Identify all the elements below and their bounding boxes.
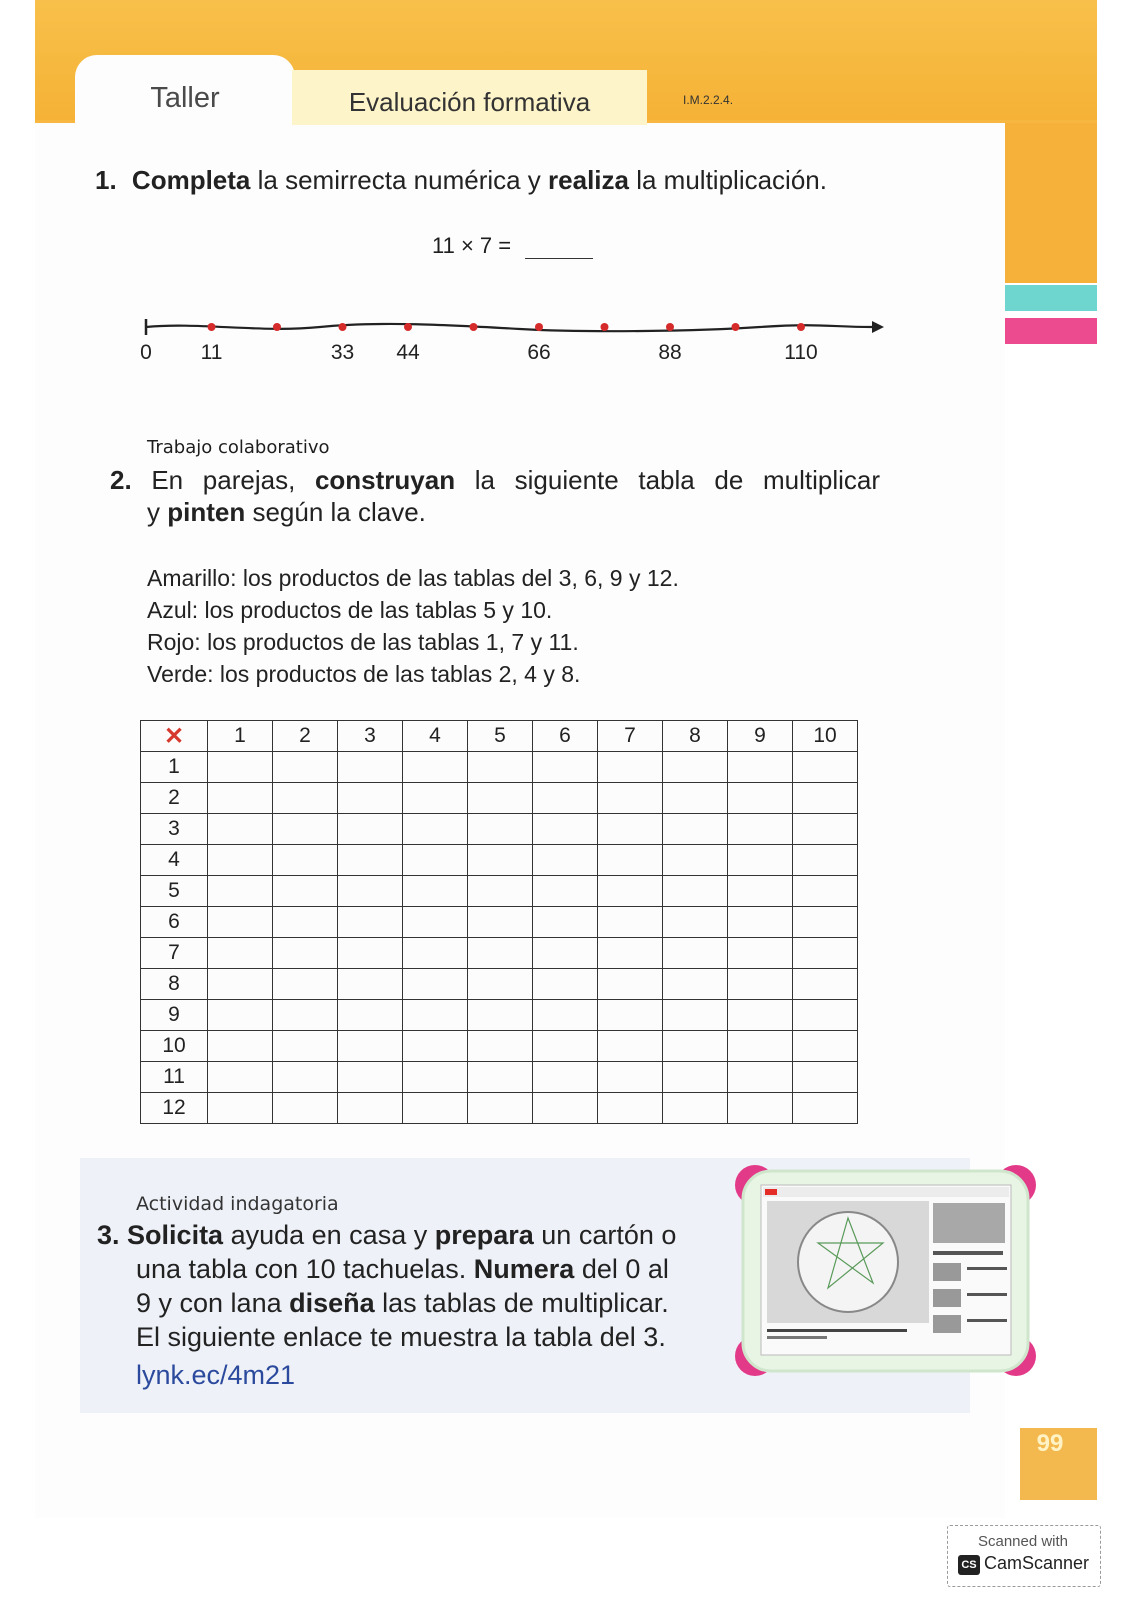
column-header: 5 — [468, 721, 533, 752]
product-cell[interactable] — [728, 1093, 793, 1124]
q1-text2: la multiplicación. — [629, 165, 827, 195]
row-header: 7 — [141, 938, 208, 969]
product-cell[interactable] — [728, 1062, 793, 1093]
key-label: Amarillo: — [147, 565, 237, 591]
key-rojo — [147, 629, 579, 656]
row-header: 11 — [141, 1062, 208, 1093]
q2-verb-construyan: construyan — [314, 465, 456, 495]
video-logo-icon — [765, 1189, 777, 1195]
column-header: 1 — [208, 721, 273, 752]
key-text: los productos de las tablas 2, 4 y 8. — [213, 661, 581, 687]
product-cell[interactable] — [793, 1093, 858, 1124]
video-subtitle-caption — [767, 1336, 827, 1339]
q1-verb-completa: Completa — [131, 165, 251, 195]
tack-board-icon — [798, 1212, 898, 1312]
table-row — [141, 969, 858, 1000]
product-cell[interactable] — [208, 845, 273, 876]
q3-line2a: una tabla con 10 tachuelas. — [136, 1254, 474, 1284]
product-cell[interactable] — [403, 907, 468, 938]
product-cell[interactable] — [663, 876, 728, 907]
product-cell[interactable] — [793, 1031, 858, 1062]
product-cell[interactable] — [208, 1062, 273, 1093]
number-line-dot — [208, 323, 216, 331]
q2-number: 2. — [110, 465, 132, 495]
q3-line3b: las tablas de multiplicar. — [374, 1288, 669, 1318]
row-header: 6 — [141, 907, 208, 938]
product-cell[interactable] — [533, 907, 598, 938]
row-header: 10 — [141, 1031, 208, 1062]
product-cell[interactable] — [338, 969, 403, 1000]
number-line-dot — [339, 323, 347, 331]
product-cell[interactable] — [793, 752, 858, 783]
number-line-dot — [601, 323, 609, 331]
number-line-label: 11 — [200, 341, 223, 364]
product-cell[interactable] — [403, 1062, 468, 1093]
product-cell[interactable] — [273, 1000, 338, 1031]
product-cell[interactable] — [728, 1000, 793, 1031]
number-line-dot — [470, 323, 478, 331]
product-cell[interactable] — [208, 783, 273, 814]
table-row — [141, 1000, 858, 1031]
product-cell[interactable] — [273, 845, 338, 876]
key-label: Azul: — [147, 597, 199, 623]
video-thumbnail-caption — [967, 1319, 1007, 1322]
table-row — [141, 1093, 858, 1124]
number-line-dot — [404, 323, 412, 331]
row-header: 4 — [141, 845, 208, 876]
product-cell[interactable] — [533, 814, 598, 845]
video-thumbnail-caption — [933, 1251, 1003, 1255]
number-line-arrow — [872, 321, 884, 333]
product-cell[interactable] — [663, 783, 728, 814]
product-cell[interactable] — [403, 1093, 468, 1124]
question-2-line1 — [110, 465, 880, 496]
product-cell[interactable] — [403, 783, 468, 814]
product-cell[interactable] — [663, 1031, 728, 1062]
product-cell[interactable] — [403, 938, 468, 969]
row-header: 8 — [141, 969, 208, 1000]
product-cell[interactable] — [273, 938, 338, 969]
product-cell[interactable] — [598, 969, 663, 1000]
number-line — [0, 0, 1130, 400]
video-thumbnail-caption — [967, 1267, 1007, 1270]
product-cell[interactable] — [273, 752, 338, 783]
product-cell[interactable] — [338, 845, 403, 876]
product-cell[interactable] — [273, 876, 338, 907]
q3-line3a: 9 y con lana — [136, 1288, 290, 1318]
product-cell[interactable] — [598, 907, 663, 938]
video-toolbar — [763, 1187, 1009, 1197]
product-cell[interactable] — [468, 1031, 533, 1062]
table-header-row — [141, 721, 858, 752]
product-cell[interactable] — [663, 1000, 728, 1031]
product-cell[interactable] — [208, 1000, 273, 1031]
video-title-caption — [767, 1329, 907, 1332]
product-cell[interactable] — [728, 938, 793, 969]
product-cell[interactable] — [208, 1093, 273, 1124]
product-cell[interactable] — [338, 1031, 403, 1062]
number-line-label: 33 — [330, 341, 355, 364]
product-cell[interactable] — [533, 1000, 598, 1031]
q3-number: 3. — [97, 1220, 120, 1250]
product-cell[interactable] — [663, 907, 728, 938]
product-cell[interactable] — [468, 783, 533, 814]
row-header: 3 — [141, 814, 208, 845]
product-cell[interactable] — [468, 752, 533, 783]
product-cell[interactable] — [533, 845, 598, 876]
question-2-line2 — [147, 497, 426, 528]
product-cell[interactable] — [793, 814, 858, 845]
product-cell[interactable] — [728, 1031, 793, 1062]
video-thumbnail — [933, 1289, 961, 1307]
q2-text1: En parejas, — [151, 465, 315, 495]
table-row — [141, 938, 858, 969]
product-cell[interactable] — [533, 938, 598, 969]
table-row — [141, 783, 858, 814]
product-cell[interactable] — [468, 969, 533, 1000]
video-thumbnail-caption — [967, 1293, 1007, 1296]
camscanner-logo-icon: CS — [958, 1555, 980, 1575]
row-header: 1 — [141, 752, 208, 783]
product-cell[interactable] — [598, 1000, 663, 1031]
product-cell[interactable] — [793, 783, 858, 814]
q3-text1: ayuda en casa y — [223, 1220, 435, 1250]
product-cell[interactable] — [273, 1031, 338, 1062]
product-cell[interactable] — [598, 1031, 663, 1062]
product-cell[interactable] — [273, 1093, 338, 1124]
key-text: los productos de las tablas del 3, 6, 9 y 12. — [236, 565, 679, 591]
q3-line4: El siguiente enlace te muestra la tabla del 3. — [136, 1322, 666, 1352]
product-cell[interactable] — [533, 1062, 598, 1093]
column-header: 10 — [793, 721, 858, 752]
product-cell[interactable] — [663, 938, 728, 969]
product-cell[interactable] — [468, 876, 533, 907]
product-cell[interactable] — [403, 969, 468, 1000]
product-cell[interactable] — [598, 876, 663, 907]
product-cell[interactable] — [598, 845, 663, 876]
product-cell[interactable] — [598, 1062, 663, 1093]
number-line-label: 0 — [140, 341, 152, 364]
multiplication-table — [140, 720, 858, 1124]
product-cell[interactable] — [728, 845, 793, 876]
product-cell[interactable] — [663, 845, 728, 876]
product-cell[interactable] — [468, 1000, 533, 1031]
product-cell[interactable] — [533, 969, 598, 1000]
row-header: 2 — [141, 783, 208, 814]
q2-verb-pinten: pinten — [167, 497, 246, 527]
column-header: 2 — [273, 721, 338, 752]
q2-text3: y — [147, 497, 168, 527]
q3-line2 — [136, 1254, 669, 1285]
column-header: 6 — [533, 721, 598, 752]
skill-code: I.M.2.2.4. — [683, 93, 734, 107]
q1-text1: la semirrecta numérica y — [250, 165, 549, 195]
product-cell[interactable] — [793, 969, 858, 1000]
product-cell[interactable] — [403, 814, 468, 845]
product-cell[interactable] — [728, 876, 793, 907]
product-cell[interactable] — [468, 845, 533, 876]
product-cell[interactable] — [533, 783, 598, 814]
table-row — [141, 752, 858, 783]
product-cell[interactable] — [533, 1031, 598, 1062]
table-row — [141, 907, 858, 938]
evaluacion-label: Evaluación formativa — [348, 87, 591, 117]
product-cell[interactable] — [663, 814, 728, 845]
product-cell[interactable] — [273, 907, 338, 938]
product-cell[interactable] — [663, 969, 728, 1000]
taller-label: Taller — [150, 82, 220, 114]
product-cell[interactable] — [208, 907, 273, 938]
q3-verb-disena: diseña — [289, 1288, 375, 1318]
product-cell[interactable] — [728, 814, 793, 845]
product-cell[interactable] — [273, 1062, 338, 1093]
product-cell[interactable] — [533, 752, 598, 783]
video-thumbnail — [933, 1263, 961, 1281]
q3-text2: un cartón o — [533, 1220, 677, 1250]
number-line-label: 66 — [527, 341, 551, 364]
product-cell[interactable] — [793, 1062, 858, 1093]
product-cell[interactable] — [338, 814, 403, 845]
product-cell[interactable] — [598, 938, 663, 969]
product-cell[interactable] — [793, 845, 858, 876]
product-cell[interactable] — [338, 1093, 403, 1124]
product-cell[interactable] — [793, 938, 858, 969]
key-verde — [147, 661, 580, 688]
product-cell[interactable] — [208, 1031, 273, 1062]
key-text: los productos de las tablas 5 y 10. — [198, 597, 553, 623]
product-cell[interactable] — [728, 907, 793, 938]
table-row — [141, 1031, 858, 1062]
product-cell[interactable] — [468, 938, 533, 969]
column-header: 9 — [728, 721, 793, 752]
product-cell[interactable] — [533, 876, 598, 907]
product-cell[interactable] — [468, 1093, 533, 1124]
product-cell[interactable] — [663, 752, 728, 783]
product-cell[interactable] — [728, 752, 793, 783]
q1-verb-realiza: realiza — [548, 165, 629, 195]
row-header: 5 — [141, 876, 208, 907]
number-line-label: 44 — [396, 341, 420, 364]
number-line-label: 88 — [658, 341, 682, 364]
product-cell[interactable] — [403, 752, 468, 783]
product-cell[interactable] — [793, 907, 858, 938]
number-line-dot — [797, 323, 805, 331]
q3-line1 — [97, 1220, 676, 1251]
q3-line2b: del 0 al — [574, 1254, 669, 1284]
q2-text2: la siguiente tabla de multiplicar — [455, 465, 880, 495]
actividad-indagatoria-label: Actividad indagatoria — [136, 1193, 339, 1215]
product-cell[interactable] — [273, 969, 338, 1000]
q3-verb-prepara: prepara — [434, 1220, 534, 1250]
product-cell[interactable] — [663, 1062, 728, 1093]
column-header: 7 — [598, 721, 663, 752]
product-cell[interactable] — [338, 938, 403, 969]
product-cell[interactable] — [403, 876, 468, 907]
table-row — [141, 876, 858, 907]
video-link[interactable]: lynk.ec/4m21 — [136, 1360, 296, 1390]
product-cell[interactable] — [338, 1062, 403, 1093]
row-header: 9 — [141, 1000, 208, 1031]
table-row — [141, 1062, 858, 1093]
trabajo-colaborativo-label: Trabajo colaborativo — [147, 437, 330, 458]
camscanner-line2: CamScanner — [984, 1553, 1090, 1573]
column-header: 4 — [403, 721, 468, 752]
number-line-dot — [273, 323, 281, 331]
product-cell[interactable] — [338, 783, 403, 814]
key-label: Rojo: — [147, 629, 201, 655]
number-line-axis — [146, 324, 872, 331]
product-cell[interactable] — [208, 752, 273, 783]
key-amarillo — [147, 565, 679, 592]
product-cell[interactable] — [468, 814, 533, 845]
product-cell[interactable] — [793, 876, 858, 907]
video-thumbnail — [933, 1203, 1005, 1243]
product-cell[interactable] — [598, 752, 663, 783]
video-thumbnail — [933, 1315, 961, 1333]
number-line-dot — [732, 323, 740, 331]
product-cell[interactable] — [598, 783, 663, 814]
product-cell[interactable] — [403, 1031, 468, 1062]
product-cell[interactable] — [338, 752, 403, 783]
product-cell[interactable] — [338, 907, 403, 938]
key-azul — [147, 597, 552, 624]
product-cell[interactable] — [663, 1093, 728, 1124]
product-cell[interactable] — [598, 1093, 663, 1124]
q2-text4: según la clave. — [245, 497, 426, 527]
product-cell[interactable] — [728, 783, 793, 814]
q3-verb-solicita: Solicita — [127, 1220, 224, 1250]
multiplication-equation: 11 × 7 = — [432, 233, 512, 258]
key-text: los productos de las tablas 1, 7 y 11. — [200, 629, 579, 655]
product-cell[interactable] — [468, 1062, 533, 1093]
row-header: 12 — [141, 1093, 208, 1124]
product-cell[interactable] — [338, 876, 403, 907]
number-line-label: 110 — [784, 341, 818, 364]
table-row — [141, 814, 858, 845]
column-header: 3 — [338, 721, 403, 752]
product-cell[interactable] — [533, 1093, 598, 1124]
product-cell[interactable] — [208, 938, 273, 969]
column-header: 8 — [663, 721, 728, 752]
product-cell[interactable] — [728, 969, 793, 1000]
q3-verb-numera: Numera — [473, 1254, 575, 1284]
product-cell[interactable] — [403, 845, 468, 876]
page-number: 99 — [1036, 1430, 1064, 1457]
product-cell[interactable] — [793, 1000, 858, 1031]
product-cell[interactable] — [208, 969, 273, 1000]
q1-number: 1. — [95, 165, 117, 195]
key-label: Verde: — [147, 661, 214, 687]
product-cell[interactable] — [403, 1000, 468, 1031]
product-cell[interactable] — [468, 907, 533, 938]
product-cell[interactable] — [273, 783, 338, 814]
product-cell[interactable] — [273, 814, 338, 845]
number-line-dot — [666, 323, 674, 331]
product-cell[interactable] — [208, 876, 273, 907]
camscanner-line1: Scanned with — [977, 1533, 1069, 1550]
product-cell[interactable] — [208, 814, 273, 845]
q3-line3 — [136, 1288, 669, 1319]
tablet-video-illustration — [733, 1163, 1038, 1378]
product-cell[interactable] — [338, 1000, 403, 1031]
table-row — [141, 845, 858, 876]
number-line-dot — [535, 323, 543, 331]
product-cell[interactable] — [598, 814, 663, 845]
multiply-corner-icon: ✕ — [141, 721, 208, 752]
